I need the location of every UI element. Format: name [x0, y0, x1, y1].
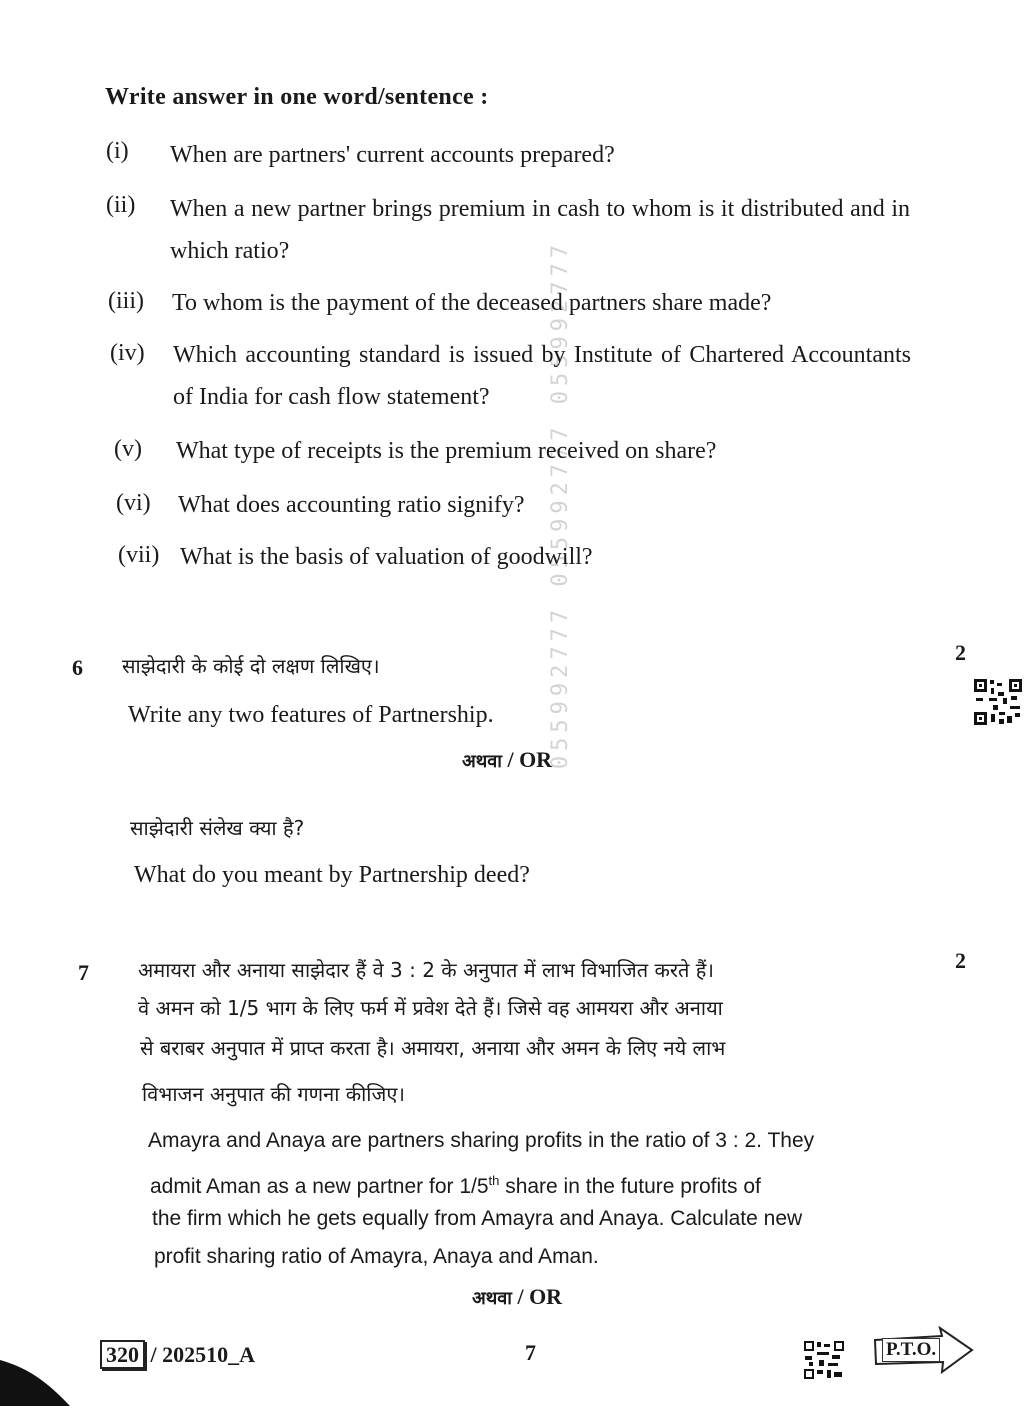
question-number: 7	[78, 960, 89, 985]
superscript: th	[488, 1173, 500, 1188]
question-alt-hindi: साझेदारी संलेख क्या है?	[130, 816, 305, 840]
or-english: OR	[519, 747, 553, 772]
subq-text: When are partners' current accounts prepared?	[170, 142, 615, 168]
question-english: Write any two features of Partnership.	[128, 702, 494, 728]
subq-number: (iv)	[110, 340, 145, 366]
paper-code-box: 320	[100, 1340, 145, 1369]
or-sep: /	[501, 747, 520, 772]
subq-text: What does accounting ratio signify?	[178, 492, 525, 518]
or-hindi: अथवा	[472, 1288, 512, 1309]
subq-number: (v)	[114, 436, 142, 462]
subq-number: (iii)	[108, 288, 144, 314]
question-english-line: Amayra and Anaya are partners sharing profits in the ratio of 3 : 2. They	[148, 1129, 815, 1152]
english-line-part: admit Aman as a new partner for 1/5	[150, 1175, 489, 1198]
marks: 2	[955, 948, 966, 973]
subq-text: Which accounting standard is issued by Institute of Chartered Accountants of India for cash flow statement?	[173, 342, 911, 410]
paper-code-rest: / 202510_A	[145, 1342, 255, 1367]
watermark: 055992777 055992777 055992777	[548, 240, 573, 770]
question-number: 6	[72, 655, 83, 680]
question-alt-english: What do you meant by Partnership deed?	[134, 862, 530, 888]
barcode-icon	[803, 1340, 845, 1380]
subq-number: (vi)	[116, 490, 151, 516]
question-hindi-line: से बराबर अनुपात में प्राप्त करता है। अमायरा, अनाया और अमन के लिए नये लाभ	[140, 1036, 726, 1060]
subq-number: (ii)	[106, 192, 136, 218]
question-english-line: the firm which he gets equally from Amayra and Anaya. Calculate new	[152, 1207, 803, 1230]
subq-text: What is the basis of valuation of goodwill?	[180, 544, 593, 570]
question-hindi: साझेदारी के कोई दो लक्षण लिखिए।	[122, 654, 380, 678]
or-separator	[472, 1284, 562, 1310]
subq-text: To whom is the payment of the deceased partners share made?	[172, 290, 772, 316]
english-line-part: share in the future profits of	[499, 1175, 761, 1198]
or-separator	[462, 747, 552, 773]
subq-text: What type of receipts is the premium received on share?	[176, 438, 717, 464]
subq-number: (vii)	[118, 542, 160, 568]
subq-number: (i)	[106, 138, 129, 164]
pto-label: P.T.O.	[882, 1338, 940, 1362]
page-number: 7	[525, 1340, 536, 1365]
question-hindi-line: वे अमन को 1/5 भाग के लिए फर्म में प्रवेश देते हैं। जिसे वह आमयरा और अनाया	[138, 996, 723, 1020]
subq-text: When a new partner brings premium in cash to whom is it distributed and in which ratio?	[170, 196, 910, 264]
or-english: OR	[529, 1284, 563, 1309]
or-hindi: अथवा	[462, 751, 502, 772]
or-sep: /	[511, 1284, 530, 1309]
marks: 2	[955, 640, 966, 665]
page-corner-shadow	[0, 1360, 70, 1406]
question-hindi-line: अमायरा और अनाया साझेदार हैं वे 3 : 2 के अनुपात में लाभ विभाजित करते हैं।	[138, 958, 714, 982]
qr-code-icon	[973, 678, 1023, 726]
section-heading: Write answer in one word/sentence :	[105, 84, 489, 110]
paper-code	[100, 1342, 255, 1368]
question-hindi-line: विभाजन अनुपात की गणना कीजिए।	[142, 1082, 405, 1106]
question-english-line: profit sharing ratio of Amayra, Anaya and Aman.	[154, 1245, 599, 1268]
